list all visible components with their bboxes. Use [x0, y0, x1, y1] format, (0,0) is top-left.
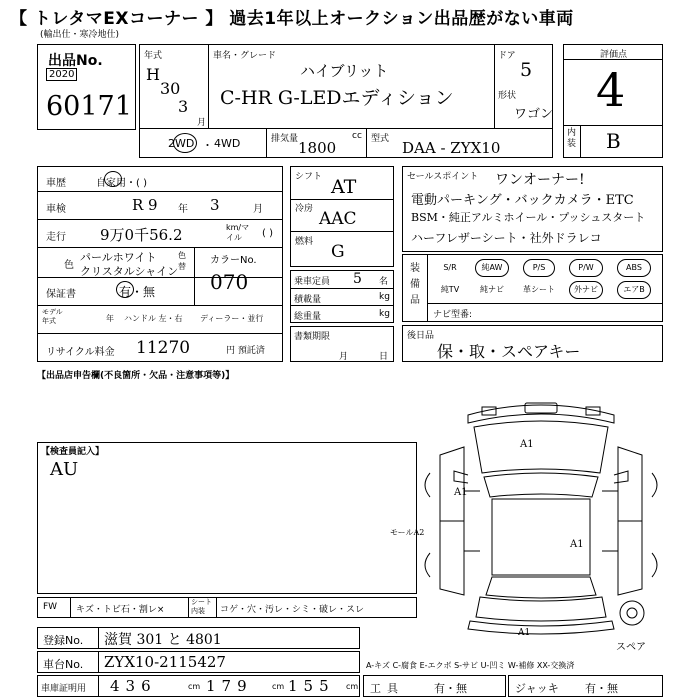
equip-navi: 純ナビ	[480, 285, 504, 294]
extras-label: 後日品	[407, 331, 435, 341]
mileage-value: 9万0千56.2	[100, 226, 183, 244]
inspection-year: 9	[148, 196, 158, 214]
dealer-value: ディーラー・並行	[200, 314, 264, 323]
sales-box	[402, 166, 663, 252]
capacity-value: 5	[353, 271, 362, 287]
score-label: 評価点	[600, 50, 628, 60]
equip-aw: 純AW	[475, 259, 509, 277]
seller-note-label: 【出品店申告欄(不良箇所・欠品・注意事項等)】	[37, 371, 235, 381]
handle-value: ハンドル 左・右	[124, 314, 183, 323]
capacity-label: 乗車定員	[294, 277, 331, 287]
ac-value: AAC	[319, 209, 357, 229]
fw-row	[37, 597, 417, 618]
model-label: 車名・グレード	[213, 51, 277, 61]
inspection-year-unit: 年	[178, 204, 188, 215]
page-header: 【 トレタマEXコーナー 】 過去1年以上オークション出品歴がない車両	[10, 9, 574, 29]
chassis-value: ZYX10-2115427	[104, 653, 226, 671]
equip-leather: 革シート	[523, 285, 555, 294]
details-box	[37, 166, 283, 362]
equip-sr: S/R	[443, 263, 457, 272]
jack-row	[508, 675, 663, 697]
fw-label: FW	[43, 602, 58, 612]
garage-cert-row	[37, 675, 360, 697]
equip-airbag: エアB	[617, 281, 651, 299]
load-label: 積載量	[294, 295, 322, 305]
fw-seat-items: コゲ・穴・汚レ・シミ・破レ・スレ	[220, 605, 365, 615]
model-year-unit: 年	[106, 314, 114, 323]
tools-label: 工具	[370, 682, 404, 695]
lot-number: 60171	[46, 91, 132, 122]
cert-unit1: cm	[188, 682, 201, 691]
shape-value: ワゴン	[514, 107, 554, 122]
doors-label: ドア	[498, 51, 516, 61]
cert-unit3: cm	[346, 682, 359, 691]
year-era: H	[146, 65, 160, 84]
inspector-value: AU	[50, 459, 79, 480]
spare-label: スペア	[616, 642, 646, 653]
color-line2: クリスタルシャイン	[80, 265, 179, 278]
equip-ps: P/S	[523, 259, 555, 277]
cert-v3: 155	[288, 677, 335, 695]
model-line1: ハイブリット	[300, 62, 389, 80]
mileage-label: 走行	[46, 232, 66, 243]
inspector-label: 【検査員記入】	[41, 447, 105, 457]
score-box	[563, 44, 663, 158]
model-year-label: モデル年式	[42, 308, 63, 325]
cert-v1: 436	[110, 677, 157, 695]
color-change-label: 色替	[178, 251, 186, 271]
fuel-label: 燃料	[295, 237, 314, 247]
color-label: 色	[64, 260, 74, 271]
tools-value: 有・無	[434, 682, 467, 695]
drive-sep: ・	[202, 139, 213, 152]
equipment-label: 装備品	[410, 263, 420, 306]
jack-label: ジャッキ	[515, 682, 559, 695]
weight-unit: kg	[379, 309, 390, 319]
sales-line2: 電動パーキング・バックカメラ・ETC	[411, 193, 634, 208]
lot-box	[37, 44, 136, 130]
weight-label: 総重量	[294, 312, 322, 322]
type-label: 型式	[371, 134, 390, 144]
cert-unit2: cm	[272, 682, 285, 691]
mileage-unit: km/マイル	[226, 223, 250, 242]
type-value: DAA - ZYX10	[402, 139, 501, 157]
cert-label: 車庫証明用	[41, 684, 87, 694]
recycle-label: リサイクル料金	[46, 347, 115, 358]
history-value: 自家用・( )	[96, 178, 147, 189]
shift-value: AT	[331, 176, 357, 198]
score-value: 4	[596, 63, 626, 117]
fw-value: キズ・トビ石・割レ×	[76, 605, 165, 615]
diagram-a1-right: A1	[570, 539, 584, 550]
shape-label: 形状	[498, 91, 517, 101]
diagram-a1-rear: A1	[518, 628, 531, 638]
diagram-side-note: モールA2	[390, 528, 425, 537]
inspection-era: R	[132, 196, 144, 214]
docs-label: 書類期限	[294, 332, 331, 342]
capacity-box	[290, 270, 394, 323]
fw-seat-label: シート内装	[191, 598, 212, 615]
warranty-label: 保証書	[46, 289, 76, 300]
displacement-label: 排気量	[271, 134, 299, 144]
lot-label: 出品No.	[48, 53, 103, 69]
drive-opt2: 4WD	[214, 137, 241, 150]
mileage-note: ( )	[262, 228, 273, 239]
displacement-unit: cc	[352, 131, 362, 141]
extras-value: 保・取・スペアキー	[437, 342, 581, 361]
equip-tv: 純TV	[440, 285, 460, 294]
chassis-row	[37, 651, 360, 673]
color-no-value: 070	[210, 270, 249, 294]
inspection-month-unit: 月	[253, 204, 263, 215]
docs-day: 日	[379, 352, 389, 362]
history-label: 車歴	[46, 178, 66, 189]
inspector-box	[37, 442, 417, 594]
sales-line3: BSM・純正アルミホイール・プッシュスタート	[411, 211, 646, 224]
equip-abs: ABS	[617, 259, 651, 277]
drive-opt1: 2WD	[168, 137, 195, 150]
docs-box	[290, 326, 394, 362]
displacement-value: 1800	[298, 139, 337, 157]
lot-year-tag: 2020	[46, 68, 77, 81]
inspection-month: 3	[210, 196, 220, 214]
car-damage-diagram	[390, 385, 662, 640]
equip-ext-navi: 外ナビ	[569, 281, 603, 299]
interior-value: B	[606, 129, 621, 153]
registration-label: 登録No.	[43, 634, 84, 647]
tools-row	[363, 675, 506, 697]
sales-line4: ハーフレザーシート・社外ドラレコ	[411, 231, 602, 245]
year-value: 30	[160, 79, 181, 98]
shift-ac-fuel-box	[290, 166, 394, 267]
extras-box	[402, 325, 663, 362]
damage-legend: A-キズ C-腐食 E-エクボ S-サビ U-凹ミ W-補修 XX-交換済	[366, 661, 575, 670]
diagram-a1-left: A1	[454, 487, 468, 498]
navi-model-label: ナビ型番:	[433, 310, 473, 320]
doors-value: 5	[520, 59, 533, 81]
model-line2: C-HR G-LEDエディション	[220, 87, 454, 109]
year-month-unit: 月	[197, 118, 207, 128]
recycle-value: 11270	[136, 338, 191, 358]
registration-row	[37, 627, 360, 649]
equipment-box	[402, 254, 663, 322]
docs-month: 月	[339, 352, 349, 362]
vehicle-main-box	[139, 44, 553, 158]
color-line1: パールホワイト	[80, 251, 157, 264]
cert-v2: 179	[206, 677, 253, 695]
year-label: 年式	[144, 51, 163, 61]
fuel-value: G	[331, 242, 345, 262]
sales-line1: ワンオーナー!	[495, 172, 585, 188]
color-no-label: カラーNo.	[210, 255, 257, 266]
jack-value: 有・無	[585, 682, 618, 695]
equip-pw: P/W	[569, 259, 603, 277]
year-month: 3	[178, 97, 189, 116]
top-note: (輸出仕・寒冷地仕)	[40, 30, 120, 40]
load-unit: kg	[379, 292, 390, 302]
warranty-value: 有・無	[119, 285, 156, 299]
ac-label: 冷房	[295, 204, 314, 214]
inspection-label: 車検	[46, 204, 66, 215]
capacity-unit: 名	[379, 277, 389, 287]
diagram-a1-hood: A1	[520, 439, 534, 450]
shift-label: シフト	[295, 172, 323, 182]
interior-label: 内装	[567, 128, 577, 149]
recycle-unit: 円 預託済	[226, 346, 265, 356]
sales-label: セールスポイント	[407, 172, 479, 182]
registration-value: 滋賀 301 と 4801	[104, 632, 222, 648]
chassis-label: 車台No.	[43, 658, 84, 671]
